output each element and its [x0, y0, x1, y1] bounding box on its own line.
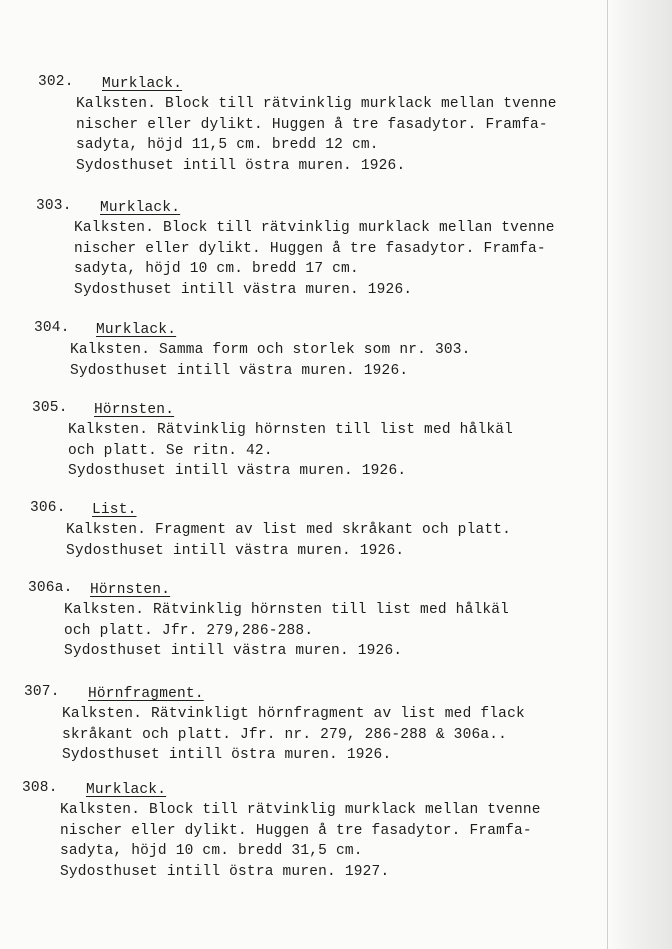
entry-number: 307. [24, 684, 60, 700]
entry-title: Murklack. [102, 76, 183, 92]
entry-body [70, 340, 471, 381]
entry-number: 302. [38, 74, 74, 90]
entry-number: 303. [36, 198, 72, 214]
entry-body [68, 420, 513, 482]
entry-line: Kalksten. Block till rätvinklig murklack mellan tvenne [60, 802, 541, 818]
entry-line: Sydosthuset intill västra muren. 1926. [70, 362, 409, 379]
page-edge-shadow [608, 0, 672, 949]
entry-body [64, 600, 509, 662]
entry-body [60, 800, 541, 882]
entry-title: Murklack. [100, 200, 181, 216]
entry-line: och platt. Se ritn. 42. [68, 442, 273, 459]
entry-line: Kalksten. Rätvinklig hörnsten till list med hålkäl [64, 602, 510, 618]
entry-title: Murklack. [86, 782, 167, 798]
entry-line: Kalksten. Rätvinklig hörnsten till list med hålkäl [68, 422, 514, 438]
entry-line: Kalksten. Block till rätvinklig murklack mellan tvenne [76, 96, 557, 112]
entry-number: 304. [34, 320, 70, 336]
entry-number: 305. [32, 400, 68, 416]
entry-number: 306a. [28, 580, 73, 596]
entry-line: Sydosthuset intill östra muren. 1927. [60, 863, 390, 880]
entry-title: Hörnsten. [94, 402, 175, 418]
entry-line: nischer eller dylikt. Huggen å tre fasadytor. Framfa- [60, 822, 532, 839]
entry-line: Sydosthuset intill västra muren. 1926. [64, 643, 403, 659]
entry-line: Sydosthuset intill västra muren. 1926. [66, 542, 405, 559]
entry-line: sadyta, höjd 11,5 cm. bredd 12 cm. [76, 137, 379, 153]
entry-body [62, 704, 525, 766]
entry-body [66, 520, 511, 561]
entry-body [74, 218, 555, 300]
entry-title: Murklack. [96, 322, 177, 338]
page-fold-line [607, 0, 608, 949]
entry-line: Kalksten. Fragment av list med skråkant och platt. [66, 522, 512, 538]
entry-line: Kalksten. Block till rätvinklig murklack mellan tvenne [74, 220, 555, 236]
entry-line: Kalksten. Samma form och storlek som nr. 303. [70, 342, 471, 358]
entry-line: Sydosthuset intill östra muren. 1926. [76, 157, 406, 174]
entry-line: sadyta, höjd 10 cm. bredd 17 cm. [74, 261, 359, 277]
entry-line: och platt. Jfr. 279,286-288. [64, 622, 314, 639]
entry-title: List. [92, 502, 137, 518]
entry-line: Sydosthuset intill västra muren. 1926. [74, 281, 413, 298]
entry-line: Sydosthuset intill västra muren. 1926. [68, 463, 407, 479]
entry-line: nischer eller dylikt. Huggen å tre fasadytor. Framfa- [74, 240, 546, 257]
entry-number: 306. [30, 500, 66, 516]
entry-number: 308. [22, 780, 58, 796]
entry-body [76, 94, 557, 176]
entry-title: Hörnsten. [90, 582, 171, 598]
entry-line: Kalksten. Rätvinkligt hörnfragment av list med flack [62, 706, 525, 722]
entry-title: Hörnfragment. [88, 686, 204, 702]
entry-line: Sydosthuset intill östra muren. 1926. [62, 747, 392, 763]
entry-line: nischer eller dylikt. Huggen å tre fasadytor. Framfa- [76, 116, 548, 133]
entry-line: sadyta, höjd 10 cm. bredd 31,5 cm. [60, 843, 363, 859]
entry-line: skråkant och platt. Jfr. nr. 279, 286-288 & 306a.. [62, 726, 508, 743]
